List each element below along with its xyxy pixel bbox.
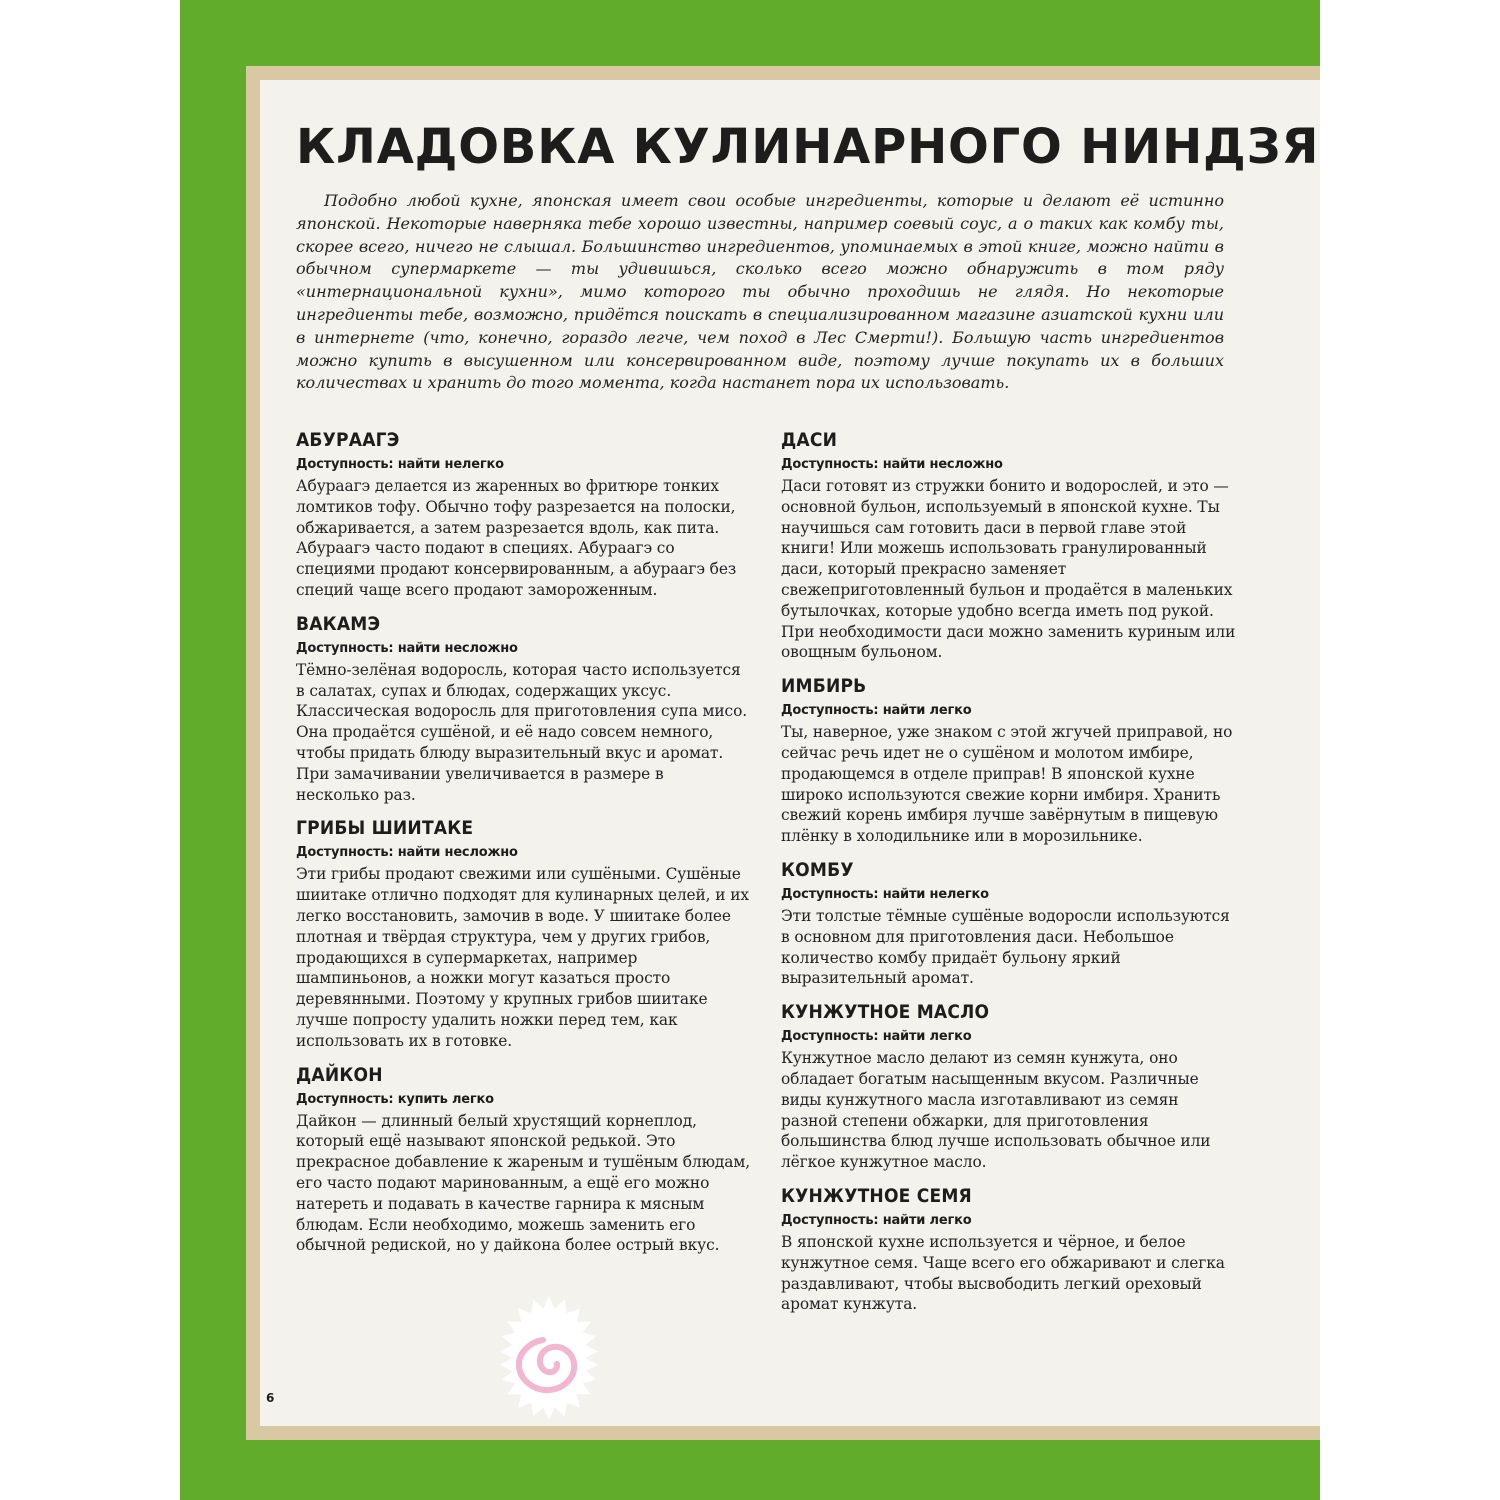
ingredient-description: Кунжутное масло делают из семян кунжута, оно обладает богатым насыщенным вкусом. Различные виды кунжутного масла изготавливают из семян разной степени обжарки, для приготовления большинства блюд лучше использовать обычное или лёгкое кунжутное масло.: [781, 1049, 1211, 1172]
narutomaki-swirl-icon: [487, 1296, 611, 1420]
availability-label: Доступность: найти нелегко: [296, 457, 504, 472]
ingredient-entry: [781, 672, 1236, 847]
availability-label: Доступность: найти несложно: [296, 640, 518, 656]
ingredient-description: Эти толстые тёмные сушёные водоросли используются в основном для приготовления даси. Небольшое количество комбу придаёт бульону яркий выразительный аромат.: [781, 906, 1230, 988]
ingredient-entry: [296, 1061, 751, 1257]
ingredient-entry: [781, 1182, 1236, 1315]
ingredient-entry: [296, 814, 751, 1051]
ingredient-description: Ты, наверное, уже знаком с этой жгучей приправой, но сейчас речь идет не о сушёном и молотом имбире, продающемся в отделе приправ! В японской кухне широко используются свежие корни имбиря. Хранить свежий корень имбиря лучше завёрнутым в пищевую плёнку в холодильнике или в морозильнике.: [781, 723, 1233, 846]
ingredient-description: Даси готовят из стружки бонито и водорослей, и это — основной бульон, используемый в японской кухне. Ты научишься сам готовить даси в первой главе этой книги! Или можешь использовать гранулированный даси, который прекрасно заменяет свежеприготовленный бульон и продаётся в маленьких бутылочках, которые удобно всегда иметь под рукой. При необходимости даси можно заменить куриным или овощным бульоном.: [781, 477, 1236, 662]
ingredient-description: Абураагэ делается из жаренных во фритюре тонких ломтиков тофу. Обычно тофу разрезается на полоски, обжаривается, а затем разрезается вдоль, как пита. Абураагэ часто подают в специях. Абураагэ со специями продают консервированным, а абураагэ без специй чаще всего продают замороженным.: [296, 477, 737, 599]
ingredient-entry: [781, 998, 1236, 1173]
ingredient-description: Дайкон — длинный белый хрустящий корнеплод, который ещё называют японской редькой. Это прекрасное добавление к жареным и тушёным блюдам, его часто подают маринованным, а ещё его можно натереть и подавать в качестве гарнира к мясным блюдам. Если необходимо, можешь заменить его обычной редиской, но у дайкона более острый вкус.: [296, 1111, 751, 1255]
ingredient-title: КУНЖУТНОЕ МАСЛО: [781, 1001, 990, 1024]
availability-label: Доступность: найти легко: [781, 1029, 972, 1045]
ingredient-title: АБУРААГЭ: [296, 429, 400, 451]
ingredient-entry: [781, 426, 1236, 663]
availability-label: Доступность: купить легко: [296, 1091, 494, 1107]
availability-label: Доступность: найти несложно: [781, 457, 1003, 472]
left-column: [296, 426, 751, 1265]
ingredient-description: Тёмно-зелёная водоросль, которая часто используется в салатах, супах и блюдах, содержащих уксус. Классическая водоросль для приготовления супа мисо. Она продаётся сушёной, и её надо совсем немного, чтобы придать блюду выразительный вкус и аромат. При замачивании увеличивается в размере в несколько раз.: [296, 660, 748, 804]
ingredient-description: Эти грибы продают свежими или сушёными. Сушёные шиитаке отлично подходят для кулинарных целей, и их легко восстановить, замочив в воде. У шиитаке более плотная и твёрдая структура, чем у других грибов, продающихся в супермаркетах, например шампиньонов, а ножки могут казаться просто деревянными. Поэтому у крупных грибов шиитаке лучше попросту удалить ножки перед тем, как использовать их в готовке.: [296, 865, 749, 1050]
availability-label: Доступность: найти нелегко: [781, 886, 989, 902]
ingredient-entry: [296, 610, 751, 806]
ingredient-title: ДАСИ: [781, 429, 838, 451]
availability-label: Доступность: найти легко: [781, 1212, 972, 1228]
intro-paragraph: Подобно любой кухне, японская имеет свои особые ингредиенты, которые и делают её истинно японской. Некоторые наверняка тебе хорошо известны, например соевый соус, а о таких как комбу ты, скорее всего, ничего не слышал. Большинство ингредиентов, упоминаемых в этой книге, можно найти в обычном супермаркете — ты удивишься, сколько всего можно обнаружить в том ряду «интернациональной кухни», мимо которого ты обычно проходишь не глядя. Но некоторые ингредиенты тебе, возможно, придётся поискать в специализированном магазине азиатской кухни или в интернете (что, конечно, гораздо легче, чем поход в Лес Смерти!). Большую часть ингредиентов можно купить в высушенном или консервированном виде, поэтому лучше покупать их в больших количествах и хранить до того момента, когда настанет пора их использовать.: [296, 191, 1224, 393]
ingredient-title: ИМБИРЬ: [781, 675, 867, 698]
ingredient-title: ВАКАМЭ: [296, 612, 381, 635]
page-number: 6: [266, 1391, 275, 1405]
ingredient-title: КОМБУ: [781, 858, 854, 881]
ingredient-entry: [781, 856, 1236, 989]
ingredient-title: ГРИБЫ ШИИТАКЕ: [296, 817, 474, 840]
availability-label: Доступность: найти несложно: [296, 845, 518, 861]
ingredient-description: В японской кухне используется и чёрное, и белое кунжутное семя. Чаще всего его обжаривают и слегка раздавливают, чтобы высвободить легкий ореховый аромат кунжута.: [781, 1232, 1225, 1314]
ingredient-title: КУНЖУТНОЕ СЕМЯ: [781, 1184, 972, 1207]
ingredient-entry: [296, 426, 751, 601]
ingredient-title: ДАЙКОН: [296, 1063, 383, 1086]
availability-label: Доступность: найти легко: [781, 703, 972, 719]
page-title: КЛАДОВКА КУЛИНАРНОГО НИНДЗЯ: [296, 119, 1320, 175]
right-column: [781, 426, 1236, 1324]
